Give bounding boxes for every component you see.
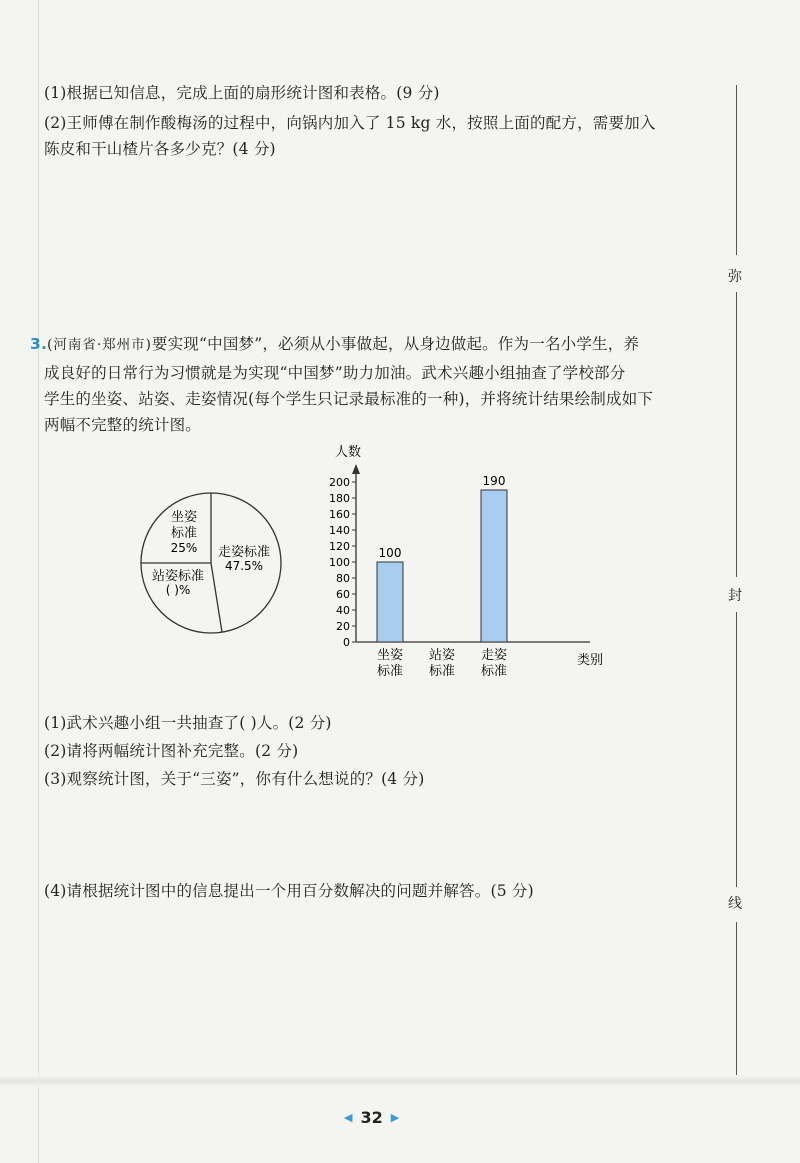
bar — [377, 562, 403, 642]
binding-char-mi: 弥 — [728, 269, 742, 285]
subquestion-3: (3)观察统计图，关于“三姿”，你有什么想说的？(4 分) — [44, 770, 425, 788]
problem3-line4: 两幅不完整的统计图。 — [44, 416, 202, 434]
bar-data-label: 100 — [378, 546, 402, 560]
x-tick-label: 走姿 — [480, 648, 508, 663]
bar-data-label: 190 — [482, 474, 506, 488]
binding-rule — [736, 292, 737, 577]
x-tick-label: 标准 — [480, 664, 508, 679]
y-tick-label: 100 — [329, 556, 350, 569]
page-number-text: 32 — [360, 1108, 383, 1127]
bar-chart — [300, 438, 630, 688]
binding-rule — [736, 612, 737, 887]
y-tick-label: 160 — [329, 508, 350, 521]
binding-rule — [736, 85, 737, 255]
x-axis-label: 类别 — [576, 653, 604, 668]
y-tick-label: 0 — [343, 636, 350, 649]
pie-stand-label: 站姿标准 — [151, 569, 205, 584]
triangle-right-icon: ▶ — [390, 1111, 400, 1124]
pie-walk-label: 走姿标准 — [217, 545, 271, 560]
y-tick-label: 120 — [329, 540, 350, 553]
pie-divider-bottom — [211, 563, 222, 632]
triangle-left-icon: ◀ — [344, 1111, 353, 1124]
pie-sit-label-2: 标准 — [170, 526, 198, 541]
subquestion-4: (4)请根据统计图中的信息提出一个用百分数解决的问题并解答。(5 分) — [44, 882, 534, 900]
pie-sit-label-1: 坐姿 — [170, 510, 198, 525]
page-number — [344, 1108, 399, 1127]
problem3-line2: 成良好的日常行为习惯就是为实现“中国梦”助力加油。武术兴趣小组抽查了学校部分 — [44, 364, 626, 382]
y-tick-label: 180 — [329, 492, 350, 505]
y-tick-label: 40 — [336, 604, 350, 617]
problem3-line1: 3.(河南省·郑州市)要实现“中国梦”，必须从小事做起，从身边做起。作为一名小学生，养 — [30, 335, 640, 353]
subquestion-1: (1)武术兴趣小组一共抽查了( )人。(2 分) — [44, 714, 332, 732]
x-tick-label: 标准 — [428, 664, 456, 679]
question-1: (1)根据已知信息，完成上面的扇形统计图和表格。(9 分) — [44, 84, 440, 102]
binding-char-feng: 封 — [728, 588, 742, 604]
y-axis-label: 人数 — [334, 445, 362, 460]
binding-char-xian: 线 — [728, 896, 742, 912]
pie-walk-pct: 47.5% — [224, 559, 264, 573]
bar — [481, 490, 507, 642]
x-tick-label: 坐姿 — [376, 648, 404, 663]
pie-stand-pct: ( )% — [165, 583, 191, 597]
problem3-line3: 学生的坐姿、站姿、走姿情况(每个学生只记录最标准的一种)，并将统计结果绘制成如下 — [44, 390, 654, 408]
x-tick-label: 站姿 — [428, 648, 456, 663]
problem-source: (河南省·郑州市) — [47, 337, 152, 353]
y-tick-label: 80 — [336, 572, 350, 585]
pie-chart — [136, 488, 286, 638]
question-2-line1: (2)王师傅在制作酸梅汤的过程中，向锅内加入了 15 kg 水，按照上面的配方，需要加入 — [44, 114, 656, 132]
y-tick-label: 60 — [336, 588, 350, 601]
y-tick-label: 140 — [329, 524, 350, 537]
pie-sit-pct: 25% — [170, 541, 198, 555]
binding-rule — [736, 922, 737, 1087]
y-tick-label: 20 — [336, 620, 350, 633]
x-tick-label: 标准 — [376, 664, 404, 679]
footer-band — [0, 1075, 800, 1087]
subquestion-2: (2)请将两幅统计图补充完整。(2 分) — [44, 742, 299, 760]
problem-number: 3. — [30, 335, 48, 353]
y-axis-arrow — [352, 464, 360, 474]
margin-line — [38, 0, 39, 1163]
y-tick-label: 200 — [329, 476, 350, 489]
question-2-line2: 陈皮和干山楂片各多少克？(4 分) — [44, 140, 276, 158]
